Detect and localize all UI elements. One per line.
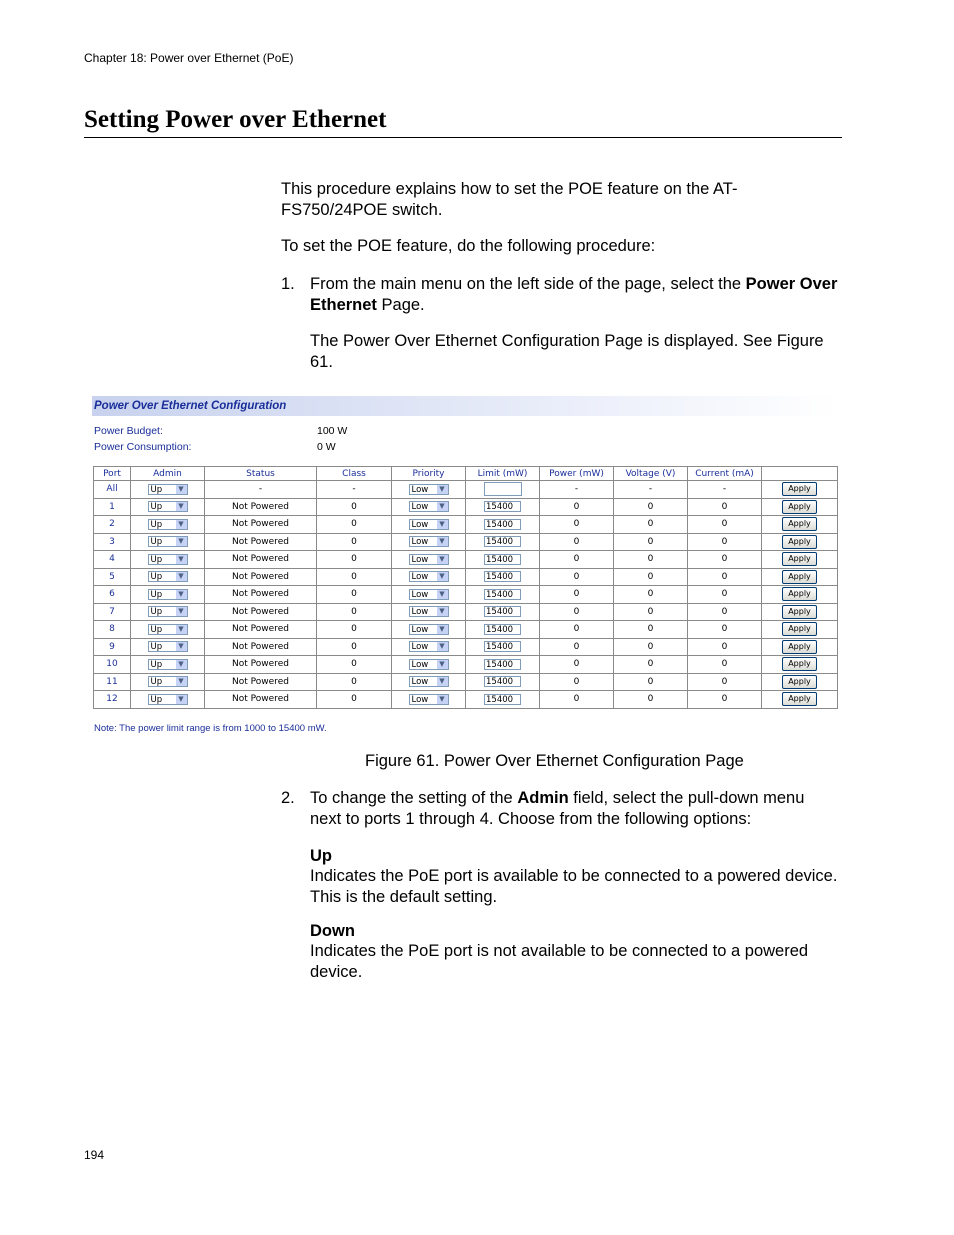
priority-select[interactable]: Low ▼ xyxy=(409,676,449,687)
voltage-cell: - xyxy=(614,481,688,499)
option-down-term: Down xyxy=(310,922,355,940)
voltage-cell: 0 xyxy=(614,673,688,691)
table-row xyxy=(94,568,838,586)
status-cell: Not Powered xyxy=(205,498,317,516)
voltage-cell: 0 xyxy=(614,516,688,534)
power-cell: 0 xyxy=(540,498,614,516)
admin-cell xyxy=(131,603,205,621)
status-cell: - xyxy=(205,481,317,499)
port-cell: 2 xyxy=(94,516,131,534)
apply-cell xyxy=(762,656,838,674)
status-cell: Not Powered xyxy=(205,516,317,534)
table-row xyxy=(94,656,838,674)
power-consumption-value: 0 W xyxy=(317,441,336,453)
step-2-text: To change the setting of the Admin field, select the pull-down menu next to ports 1 through 4. Choose from the following options: xyxy=(310,789,805,828)
limit-input[interactable]: 15400 xyxy=(484,659,521,670)
priority-select[interactable]: Low ▼ xyxy=(409,624,449,635)
option-down-description: Indicates the PoE port is not available to be connected to a powered device. xyxy=(310,942,809,981)
apply-cell xyxy=(762,586,838,604)
intro-paragraph: This procedure explains how to set the POE feature on the AT-FS750/24POE switch. xyxy=(281,180,738,219)
table-row xyxy=(94,586,838,604)
status-cell: Not Powered xyxy=(205,568,317,586)
procedure-lead: To set the POE feature, do the following procedure: xyxy=(281,237,656,255)
limit-cell xyxy=(466,673,540,691)
current-cell: 0 xyxy=(688,568,762,586)
power-cell: 0 xyxy=(540,516,614,534)
status-cell: Not Powered xyxy=(205,603,317,621)
figure-title: Power Over Ethernet Configuration xyxy=(92,396,838,416)
option-up-term: Up xyxy=(310,847,332,865)
apply-button[interactable]: Apply xyxy=(782,692,817,706)
limit-cell xyxy=(466,516,540,534)
power-budget-value: 100 W xyxy=(317,425,348,437)
apply-cell xyxy=(762,603,838,621)
priority-select[interactable]: Low ▼ xyxy=(409,519,449,530)
admin-cell xyxy=(131,621,205,639)
status-cell: Not Powered xyxy=(205,586,317,604)
port-cell: 10 xyxy=(94,656,131,674)
priority-cell xyxy=(392,498,466,516)
poe-port-table xyxy=(93,466,838,709)
apply-button[interactable]: Apply xyxy=(782,570,817,584)
admin-select[interactable]: Up ▼ xyxy=(148,606,188,617)
power-cell: 0 xyxy=(540,656,614,674)
chevron-down-icon: ▼ xyxy=(437,677,448,686)
table-row xyxy=(94,533,838,551)
apply-button[interactable]: Apply xyxy=(782,587,817,601)
admin-cell xyxy=(131,656,205,674)
priority-select[interactable]: Low ▼ xyxy=(409,694,449,705)
priority-select[interactable]: Low ▼ xyxy=(409,501,449,512)
voltage-cell: 0 xyxy=(614,498,688,516)
priority-cell xyxy=(392,568,466,586)
limit-input[interactable]: 15400 xyxy=(484,624,521,635)
chevron-down-icon: ▼ xyxy=(437,572,448,581)
power-cell: 0 xyxy=(540,533,614,551)
priority-select[interactable]: Low ▼ xyxy=(409,484,449,495)
apply-cell xyxy=(762,551,838,569)
chevron-down-icon: ▼ xyxy=(437,485,448,494)
power-cell: 0 xyxy=(540,586,614,604)
limit-input[interactable]: 15400 xyxy=(484,589,521,600)
chevron-down-icon: ▼ xyxy=(176,660,187,669)
admin-cell xyxy=(131,691,205,709)
limit-input[interactable]: 15400 xyxy=(484,501,521,512)
step-2-number: 2. xyxy=(281,789,295,807)
limit-input[interactable]: 15400 xyxy=(484,676,521,687)
current-cell: 0 xyxy=(688,498,762,516)
limit-cell xyxy=(466,656,540,674)
port-cell: 9 xyxy=(94,638,131,656)
apply-cell xyxy=(762,516,838,534)
running-header: Chapter 18: Power over Ethernet (PoE) xyxy=(84,51,294,65)
class-cell: 0 xyxy=(317,586,392,604)
class-cell: 0 xyxy=(317,551,392,569)
port-cell: All xyxy=(94,481,131,499)
chevron-down-icon: ▼ xyxy=(176,642,187,651)
apply-button[interactable]: Apply xyxy=(782,640,817,654)
status-cell: Not Powered xyxy=(205,691,317,709)
port-cell: 7 xyxy=(94,603,131,621)
chevron-down-icon: ▼ xyxy=(176,572,187,581)
current-cell: 0 xyxy=(688,638,762,656)
admin-cell xyxy=(131,568,205,586)
chevron-down-icon: ▼ xyxy=(437,642,448,651)
port-cell: 6 xyxy=(94,586,131,604)
column-header xyxy=(762,467,838,481)
admin-cell xyxy=(131,498,205,516)
table-row xyxy=(94,691,838,709)
status-cell: Not Powered xyxy=(205,533,317,551)
class-cell: 0 xyxy=(317,603,392,621)
apply-cell xyxy=(762,638,838,656)
table-row xyxy=(94,638,838,656)
current-cell: 0 xyxy=(688,673,762,691)
apply-cell xyxy=(762,673,838,691)
apply-button[interactable]: Apply xyxy=(782,535,817,549)
chevron-down-icon: ▼ xyxy=(176,607,187,616)
power-cell: 0 xyxy=(540,603,614,621)
admin-cell xyxy=(131,586,205,604)
class-cell: 0 xyxy=(317,673,392,691)
class-cell: 0 xyxy=(317,691,392,709)
voltage-cell: 0 xyxy=(614,691,688,709)
status-cell: Not Powered xyxy=(205,638,317,656)
voltage-cell: 0 xyxy=(614,603,688,621)
chevron-down-icon: ▼ xyxy=(176,537,187,546)
status-cell: Not Powered xyxy=(205,551,317,569)
priority-cell xyxy=(392,603,466,621)
admin-select[interactable]: Up ▼ xyxy=(148,641,188,652)
admin-select[interactable]: Up ▼ xyxy=(148,519,188,530)
chevron-down-icon: ▼ xyxy=(437,590,448,599)
admin-cell xyxy=(131,516,205,534)
power-cell: 0 xyxy=(540,673,614,691)
port-cell: 11 xyxy=(94,673,131,691)
apply-button[interactable]: Apply xyxy=(782,675,817,689)
port-cell: 8 xyxy=(94,621,131,639)
priority-cell xyxy=(392,551,466,569)
all-ports-row xyxy=(94,481,838,499)
voltage-cell: 0 xyxy=(614,586,688,604)
priority-cell xyxy=(392,638,466,656)
current-cell: 0 xyxy=(688,516,762,534)
admin-select[interactable]: Up ▼ xyxy=(148,571,188,582)
apply-cell xyxy=(762,621,838,639)
limit-input[interactable]: 15400 xyxy=(484,641,521,652)
column-header: Admin xyxy=(131,467,205,481)
voltage-cell: 0 xyxy=(614,533,688,551)
priority-select[interactable]: Low ▼ xyxy=(409,589,449,600)
chevron-down-icon: ▼ xyxy=(437,607,448,616)
port-cell: 1 xyxy=(94,498,131,516)
limit-input[interactable]: 15400 xyxy=(484,519,521,530)
apply-cell xyxy=(762,481,838,499)
apply-button[interactable]: Apply xyxy=(782,482,817,496)
voltage-cell: 0 xyxy=(614,638,688,656)
column-header: Port xyxy=(94,467,131,481)
chevron-down-icon: ▼ xyxy=(437,625,448,634)
voltage-cell: 0 xyxy=(614,551,688,569)
port-cell: 12 xyxy=(94,691,131,709)
port-cell: 5 xyxy=(94,568,131,586)
chevron-down-icon: ▼ xyxy=(176,695,187,704)
limit-cell xyxy=(466,481,540,499)
column-header: Voltage (V) xyxy=(614,467,688,481)
column-header: Priority xyxy=(392,467,466,481)
apply-button[interactable]: Apply xyxy=(782,517,817,531)
column-header: Status xyxy=(205,467,317,481)
apply-cell xyxy=(762,691,838,709)
section-title: Setting Power over Ethernet xyxy=(84,106,842,138)
limit-input[interactable]: 15400 xyxy=(484,554,521,565)
limit-input[interactable]: 15400 xyxy=(484,694,521,705)
voltage-cell: 0 xyxy=(614,568,688,586)
class-cell: - xyxy=(317,481,392,499)
chevron-down-icon: ▼ xyxy=(437,520,448,529)
apply-button[interactable]: Apply xyxy=(782,552,817,566)
current-cell: 0 xyxy=(688,586,762,604)
power-cell: 0 xyxy=(540,691,614,709)
chevron-down-icon: ▼ xyxy=(437,537,448,546)
chevron-down-icon: ▼ xyxy=(176,555,187,564)
table-row xyxy=(94,673,838,691)
table-row xyxy=(94,621,838,639)
table-row xyxy=(94,551,838,569)
apply-cell xyxy=(762,533,838,551)
column-header: Limit (mW) xyxy=(466,467,540,481)
priority-select[interactable]: Low ▼ xyxy=(409,571,449,582)
admin-select[interactable]: Up ▼ xyxy=(148,589,188,600)
class-cell: 0 xyxy=(317,516,392,534)
limit-cell xyxy=(466,691,540,709)
apply-button[interactable]: Apply xyxy=(782,657,817,671)
chevron-down-icon: ▼ xyxy=(437,555,448,564)
priority-cell xyxy=(392,481,466,499)
limit-input[interactable]: 15400 xyxy=(484,536,521,547)
table-row xyxy=(94,603,838,621)
class-cell: 0 xyxy=(317,533,392,551)
class-cell: 0 xyxy=(317,638,392,656)
priority-select[interactable]: Low ▼ xyxy=(409,641,449,652)
current-cell: - xyxy=(688,481,762,499)
priority-cell xyxy=(392,621,466,639)
power-budget-label: Power Budget: xyxy=(94,425,163,437)
admin-select[interactable]: Up ▼ xyxy=(148,676,188,687)
priority-cell xyxy=(392,656,466,674)
admin-cell xyxy=(131,673,205,691)
admin-select[interactable]: Up ▼ xyxy=(148,536,188,547)
apply-cell xyxy=(762,568,838,586)
limit-cell xyxy=(466,551,540,569)
apply-cell xyxy=(762,498,838,516)
priority-cell xyxy=(392,533,466,551)
admin-cell xyxy=(131,551,205,569)
limit-cell xyxy=(466,498,540,516)
power-cell: 0 xyxy=(540,621,614,639)
limit-input[interactable]: 15400 xyxy=(484,571,521,582)
power-consumption-label: Power Consumption: xyxy=(94,441,192,453)
admin-cell xyxy=(131,533,205,551)
apply-button[interactable]: Apply xyxy=(782,605,817,619)
current-cell: 0 xyxy=(688,533,762,551)
limit-input[interactable]: 15400 xyxy=(484,606,521,617)
admin-select[interactable]: Up ▼ xyxy=(148,624,188,635)
current-cell: 0 xyxy=(688,603,762,621)
current-cell: 0 xyxy=(688,691,762,709)
limit-cell xyxy=(466,621,540,639)
chevron-down-icon: ▼ xyxy=(176,520,187,529)
power-cell: - xyxy=(540,481,614,499)
current-cell: 0 xyxy=(688,656,762,674)
chevron-down-icon: ▼ xyxy=(176,625,187,634)
port-cell: 4 xyxy=(94,551,131,569)
priority-select[interactable]: Low ▼ xyxy=(409,536,449,547)
step-1-result: The Power Over Ethernet Configuration Page is displayed. See Figure 61. xyxy=(310,332,824,371)
admin-select[interactable]: Up ▼ xyxy=(148,659,188,670)
admin-select[interactable]: Up ▼ xyxy=(148,694,188,705)
column-header: Current (mA) xyxy=(688,467,762,481)
apply-button[interactable]: Apply xyxy=(782,622,817,636)
table-row xyxy=(94,498,838,516)
power-cell: 0 xyxy=(540,638,614,656)
class-cell: 0 xyxy=(317,568,392,586)
priority-select[interactable]: Low ▼ xyxy=(409,606,449,617)
chevron-down-icon: ▼ xyxy=(176,590,187,599)
current-cell: 0 xyxy=(688,551,762,569)
option-up-description: Indicates the PoE port is available to be connected to a powered device. This is the default setting. xyxy=(310,867,838,906)
limit-cell xyxy=(466,568,540,586)
class-cell: 0 xyxy=(317,621,392,639)
step-1-number: 1. xyxy=(281,275,295,293)
chevron-down-icon: ▼ xyxy=(176,485,187,494)
chevron-down-icon: ▼ xyxy=(437,660,448,669)
column-header: Class xyxy=(317,467,392,481)
admin-select[interactable]: Up ▼ xyxy=(148,554,188,565)
chevron-down-icon: ▼ xyxy=(176,502,187,511)
class-cell: 0 xyxy=(317,498,392,516)
chevron-down-icon: ▼ xyxy=(176,677,187,686)
class-cell: 0 xyxy=(317,656,392,674)
priority-select[interactable]: Low ▼ xyxy=(409,659,449,670)
limit-cell xyxy=(466,603,540,621)
figure-caption: Figure 61. Power Over Ethernet Configuration Page xyxy=(365,752,744,770)
table-header-row xyxy=(94,467,838,481)
status-cell: Not Powered xyxy=(205,673,317,691)
port-cell: 3 xyxy=(94,533,131,551)
admin-select[interactable]: Up ▼ xyxy=(148,501,188,512)
limit-cell xyxy=(466,533,540,551)
page-number: 194 xyxy=(84,1148,105,1162)
current-cell: 0 xyxy=(688,621,762,639)
limit-cell xyxy=(466,586,540,604)
status-cell: Not Powered xyxy=(205,621,317,639)
power-limit-note: Note: The power limit range is from 1000 to 15400 mW. xyxy=(94,723,327,734)
limit-input[interactable] xyxy=(484,482,522,496)
voltage-cell: 0 xyxy=(614,656,688,674)
priority-cell xyxy=(392,691,466,709)
voltage-cell: 0 xyxy=(614,621,688,639)
priority-cell xyxy=(392,516,466,534)
status-cell: Not Powered xyxy=(205,656,317,674)
column-header: Power (mW) xyxy=(540,467,614,481)
priority-cell xyxy=(392,673,466,691)
poe-config-screenshot xyxy=(92,396,838,738)
admin-cell xyxy=(131,481,205,499)
admin-select[interactable]: Up ▼ xyxy=(148,484,188,495)
power-cell: 0 xyxy=(540,568,614,586)
priority-select[interactable]: Low ▼ xyxy=(409,554,449,565)
step-1-text: From the main menu on the left side of the page, select the Power Over Ethernet Page. xyxy=(310,275,838,314)
apply-button[interactable]: Apply xyxy=(782,500,817,514)
power-cell: 0 xyxy=(540,551,614,569)
limit-cell xyxy=(466,638,540,656)
chevron-down-icon: ▼ xyxy=(437,695,448,704)
chevron-down-icon: ▼ xyxy=(437,502,448,511)
table-row xyxy=(94,516,838,534)
priority-cell xyxy=(392,586,466,604)
admin-cell xyxy=(131,638,205,656)
